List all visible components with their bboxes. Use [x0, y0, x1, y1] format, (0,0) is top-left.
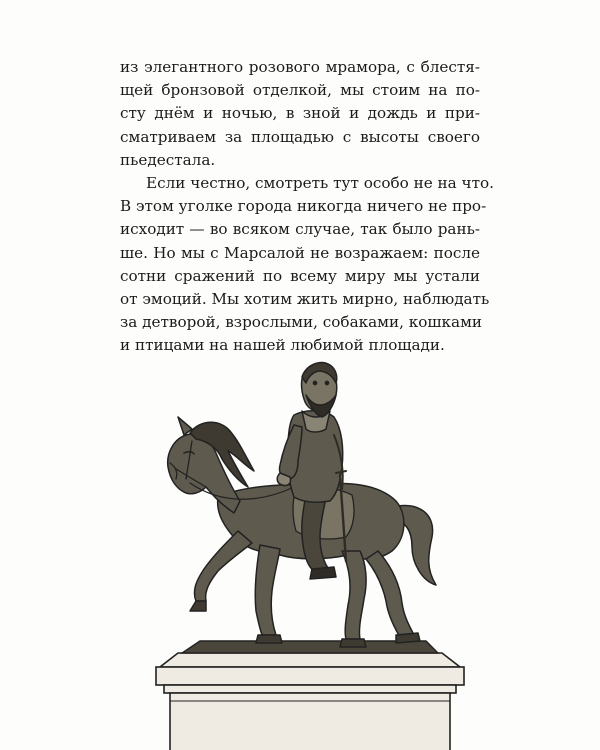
paragraph-2: [120, 172, 494, 358]
text-line: Если честно, смотреть тут особо не на что.: [146, 173, 494, 192]
rider-boot: [310, 567, 336, 579]
text-line: из элегантного розового мрамора, с блестя-: [120, 58, 480, 76]
text-line: В этом уголке города никогда ничего не про-: [120, 197, 487, 216]
pedestal: [156, 653, 464, 750]
text-line: сотни сражений по всему миру мы устали: [120, 266, 480, 285]
horse-front-leg-raised: [194, 531, 252, 601]
pedestal-molding: [164, 685, 456, 693]
horse-hoof: [190, 601, 206, 611]
statue-illustration: [130, 355, 490, 750]
horse-front-leg-standing: [255, 545, 280, 635]
statue-drawing: [130, 355, 490, 750]
text-line: сматриваем за площадью с высоты своего: [120, 127, 480, 146]
text-line: пьедестала.: [120, 150, 216, 169]
text-line: за детворой, взрослыми, собаками, кошками: [120, 313, 483, 332]
horse-hoof: [340, 639, 366, 647]
pedestal-body: [170, 693, 450, 750]
horse-hind-leg: [366, 551, 414, 637]
paragraph-1: [120, 56, 480, 172]
text-line: щей бронзовой отделкой, мы стоим на по-: [120, 81, 480, 100]
horse-hoof: [256, 635, 282, 643]
body-text: [120, 56, 494, 357]
horse-hind-leg: [342, 551, 366, 639]
text-line: исходит — во всяком случае, так было рань-: [120, 220, 480, 239]
text-line: сту днём и ночью, в зной и дождь и при-: [120, 104, 480, 123]
text-line: от эмоций. Мы хотим жить мирно, наблюдать: [120, 289, 490, 308]
text-line: и птицами на нашей любимой площади.: [120, 336, 445, 355]
rider-eye: [325, 381, 328, 384]
text-line: ше. Но мы с Марсалой не возражаем: после: [120, 243, 480, 262]
horse-hoof: [396, 633, 420, 643]
rider-eye: [313, 381, 316, 384]
pedestal-cornice: [156, 667, 464, 685]
pedestal-top-slab: [160, 653, 460, 667]
